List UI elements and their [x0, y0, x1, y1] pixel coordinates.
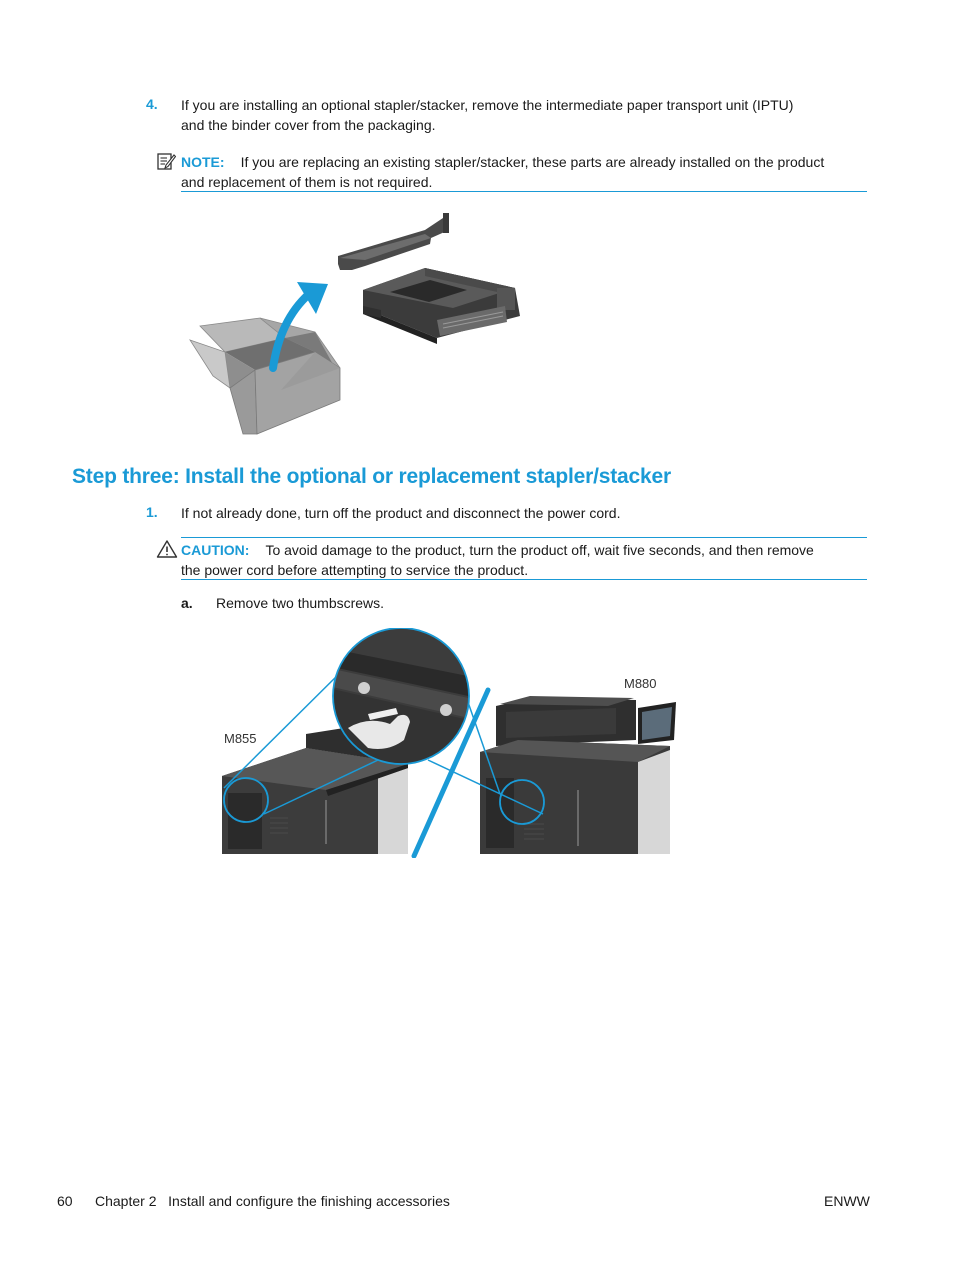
step-text-line: and the binder cover from the packaging. [181, 117, 436, 133]
step-number: 1. [146, 504, 158, 520]
cardboard-box [190, 318, 340, 434]
substep-letter: a. [181, 595, 193, 611]
iptu-part [363, 268, 520, 344]
step-text [181, 95, 871, 135]
section-heading: Step three: Install the optional or replacement stapler/stacker [72, 465, 671, 488]
caution-rule-top [181, 537, 867, 538]
warning-icon [156, 539, 178, 559]
caution-label: CAUTION: [181, 542, 250, 558]
note-label: NOTE: [181, 154, 225, 170]
model-label-m880: M880 [624, 676, 657, 691]
caution-block [181, 540, 871, 580]
note-block [181, 152, 871, 192]
step-text-line: If you are installing an optional stapler/stacker, remove the intermediate paper transport unit (IPTU) [181, 97, 794, 113]
note-text-line: and replacement of them is not required. [181, 174, 433, 190]
note-rule [181, 191, 867, 192]
note-text-line: If you are replacing an existing stapler/stacker, these parts are already installed on the product [240, 154, 825, 170]
step-text: If not already done, turn off the product and disconnect the power cord. [181, 505, 621, 521]
caution-text-line: To avoid damage to the product, turn the product off, wait five seconds, and then remove [265, 542, 814, 558]
thumbscrew-icon [440, 704, 452, 716]
step-number: 4. [146, 96, 158, 112]
chapter-title: Chapter 2 Install and configure the finishing accessories [95, 1193, 450, 1209]
thumbscrews-illustration [218, 628, 678, 858]
page-number: 60 [57, 1193, 73, 1209]
note-icon [156, 152, 176, 172]
m880-printer [480, 696, 676, 854]
substep-text: Remove two thumbscrews. [216, 595, 385, 611]
thumbscrew-icon [358, 682, 370, 694]
binder-cover-part [338, 213, 449, 270]
footer-right: ENWW [824, 1193, 870, 1209]
packaging-illustration [185, 208, 530, 440]
model-label-m855: M855 [224, 731, 257, 746]
caution-text-line: the power cord before attempting to service the product. [181, 562, 529, 578]
caution-rule-bottom [181, 579, 867, 580]
